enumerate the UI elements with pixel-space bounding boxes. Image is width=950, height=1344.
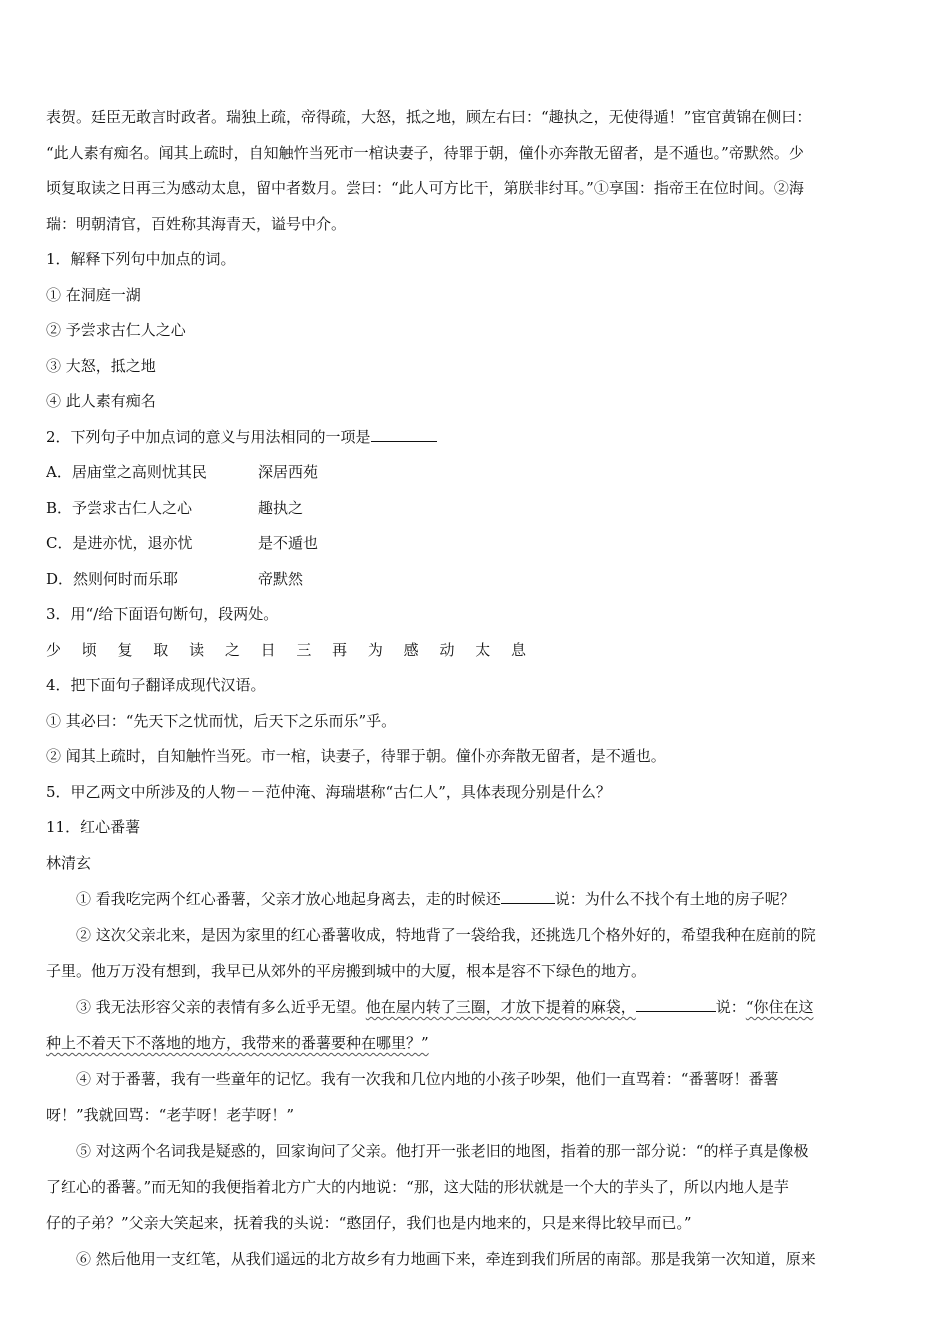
passage-line: 表贺。廷臣无敢言时政者。瑞独上疏，帝得疏，大怒，抵之地，顾左右曰：“趣执之，无使得遁！”宦官黄锦在侧曰： xyxy=(46,108,812,126)
answer-blank[interactable] xyxy=(636,993,716,1012)
paragraph-2-cont: 子里。他万万没有想到，我早已从郊外的平房搬到城中的大厦，根本是容不下绿色的地方。 xyxy=(46,962,647,980)
question-item: ① 在洞庭一湖 xyxy=(46,285,141,304)
option-text-b: 趣执之 xyxy=(258,498,304,517)
question-11 xyxy=(46,810,908,1277)
question-title xyxy=(46,420,908,456)
answer-blank[interactable] xyxy=(371,423,437,442)
option-b[interactable] xyxy=(46,491,908,527)
paragraph-3-cont xyxy=(46,1025,908,1061)
passage-line: 顷复取读之日再三为感动太息，留中者数月。尝曰：“此人可方比干，第朕非纣耳。”①享国：指帝王在位时间。②海 xyxy=(46,179,804,197)
paragraph-text: 说：为什么不找个有土地的房子呢？ xyxy=(554,890,795,908)
question-5 xyxy=(46,775,908,811)
question-title: 3．用“/给下面语句断句，段两处。 xyxy=(46,605,279,623)
option-text-b: 深居西苑 xyxy=(258,463,319,481)
question-2 xyxy=(46,420,908,598)
paragraph-5-cont: 仔的子弟？”父亲大笑起来，抚着我的头说：“憨囝仔，我们也是内地来的，只是来得比较早而已。” xyxy=(46,1214,692,1232)
question-item: ② 予尝求古仁人之心 xyxy=(46,321,186,339)
passage-line: “此人素有痴名。闻其上疏时，自知触忤当死市一棺诀妻子，待罪于朝，僮仆亦奔散无留者，是不遁也。”帝默然。少 xyxy=(46,143,804,162)
question-item: ③ 大怒，抵之地 xyxy=(46,356,156,375)
question-title: 4．把下面句子翻译成现代汉语。 xyxy=(46,676,266,694)
question-3 xyxy=(46,597,908,668)
option-text: B．予尝求古仁人之心 xyxy=(46,498,193,517)
option-a[interactable] xyxy=(46,455,908,491)
question-item: ① 其必曰：“先天下之忧而忧，后天下之乐而乐”乎。 xyxy=(46,711,397,730)
option-d[interactable] xyxy=(46,562,908,598)
paragraph-4-cont: 呀！”我就回骂：“老芋呀！老芋呀！” xyxy=(46,1106,295,1124)
wavy-underlined-text: 种上不着天下不落地的地方，我带来的番薯要种在哪里？” xyxy=(46,1034,429,1052)
option-c[interactable] xyxy=(46,526,908,562)
paragraph-2: ② 这次父亲北来，是因为家里的红心番薯收成，特地背了一袋给我，还挑选几个格外好的，希望我种在庭前的院 xyxy=(76,926,816,944)
article-title: 11．红心番薯 xyxy=(46,818,141,836)
answer-blank[interactable] xyxy=(501,885,555,904)
option-text: A．居庙堂之高则忧其民 xyxy=(46,463,207,481)
question-title: 1．解释下列句中加点的词。 xyxy=(46,250,236,268)
paragraph-3 xyxy=(46,989,908,1025)
passage-line: 瑞：明朝清官，百姓称其海青天，谥号中介。 xyxy=(46,214,347,233)
wavy-underlined-text: 他在屋内转了三圈，才放下提着的麻袋， xyxy=(365,998,636,1016)
paragraph-4: ④ 对于番薯，我有一些童年的记忆。我有一次我和几位内地的小孩子吵架，他们一直骂着：“番薯呀！番薯 xyxy=(76,1070,779,1088)
question-item: ② 闻其上疏时，自知触忤当死。市一棺，诀妻子，待罪于朝。僮仆亦奔散无留者，是不遁也。 xyxy=(46,747,666,765)
sentence-to-punctuate: 少 顷 复 取 读 之 日 三 再 为 感 动 太 息 xyxy=(46,640,534,659)
question-title-text: 2．下列句子中加点词的意义与用法相同的一项是 xyxy=(46,427,371,446)
paragraph-6: ⑥ 然后他用一支红笔，从我们遥远的北方故乡有力地画下来，牵连到我们所居的南部。那是我第一次知道，原来 xyxy=(76,1250,816,1268)
paragraph-1 xyxy=(46,881,908,917)
passage-yi xyxy=(46,100,908,242)
question-title: 5．甲乙两文中所涉及的人物－－范仲淹、海瑞堪称“古仁人”，具体表现分别是什么？ xyxy=(46,782,611,801)
question-4 xyxy=(46,668,908,775)
paragraph-text: ① 看我吃完两个红心番薯，父亲才放心地起身离去，走的时候还 xyxy=(76,890,501,908)
paragraph-5: ⑤ 对这两个名词我是疑惑的，回家询问了父亲。他打开一张老旧的地图，指着的那一部分说：“的样子真是像极 xyxy=(76,1142,809,1160)
paragraph-5-cont: 了红心的番薯。”而无知的我便指着北方广大的内地说：“那，这大陆的形状就是一个大的芋头了，所以内地人是芋 xyxy=(46,1178,789,1196)
paragraph-text: 说： xyxy=(715,998,746,1016)
article-author: 林清玄 xyxy=(46,853,92,872)
option-text-b: 帝默然 xyxy=(258,569,304,588)
wavy-underlined-text: “你住在这 xyxy=(745,998,814,1016)
option-text: D．然则何时而乐耶 xyxy=(46,569,179,588)
document-page xyxy=(46,100,908,1277)
question-item: ④ 此人素有痴名 xyxy=(46,392,156,410)
paragraph-text: ③ 我无法形容父亲的表情有多么近乎无望。 xyxy=(76,998,366,1016)
option-text-b: 是不遁也 xyxy=(258,534,319,552)
option-text: C．是进亦忧，退亦忧 xyxy=(46,534,193,552)
question-1 xyxy=(46,242,908,420)
